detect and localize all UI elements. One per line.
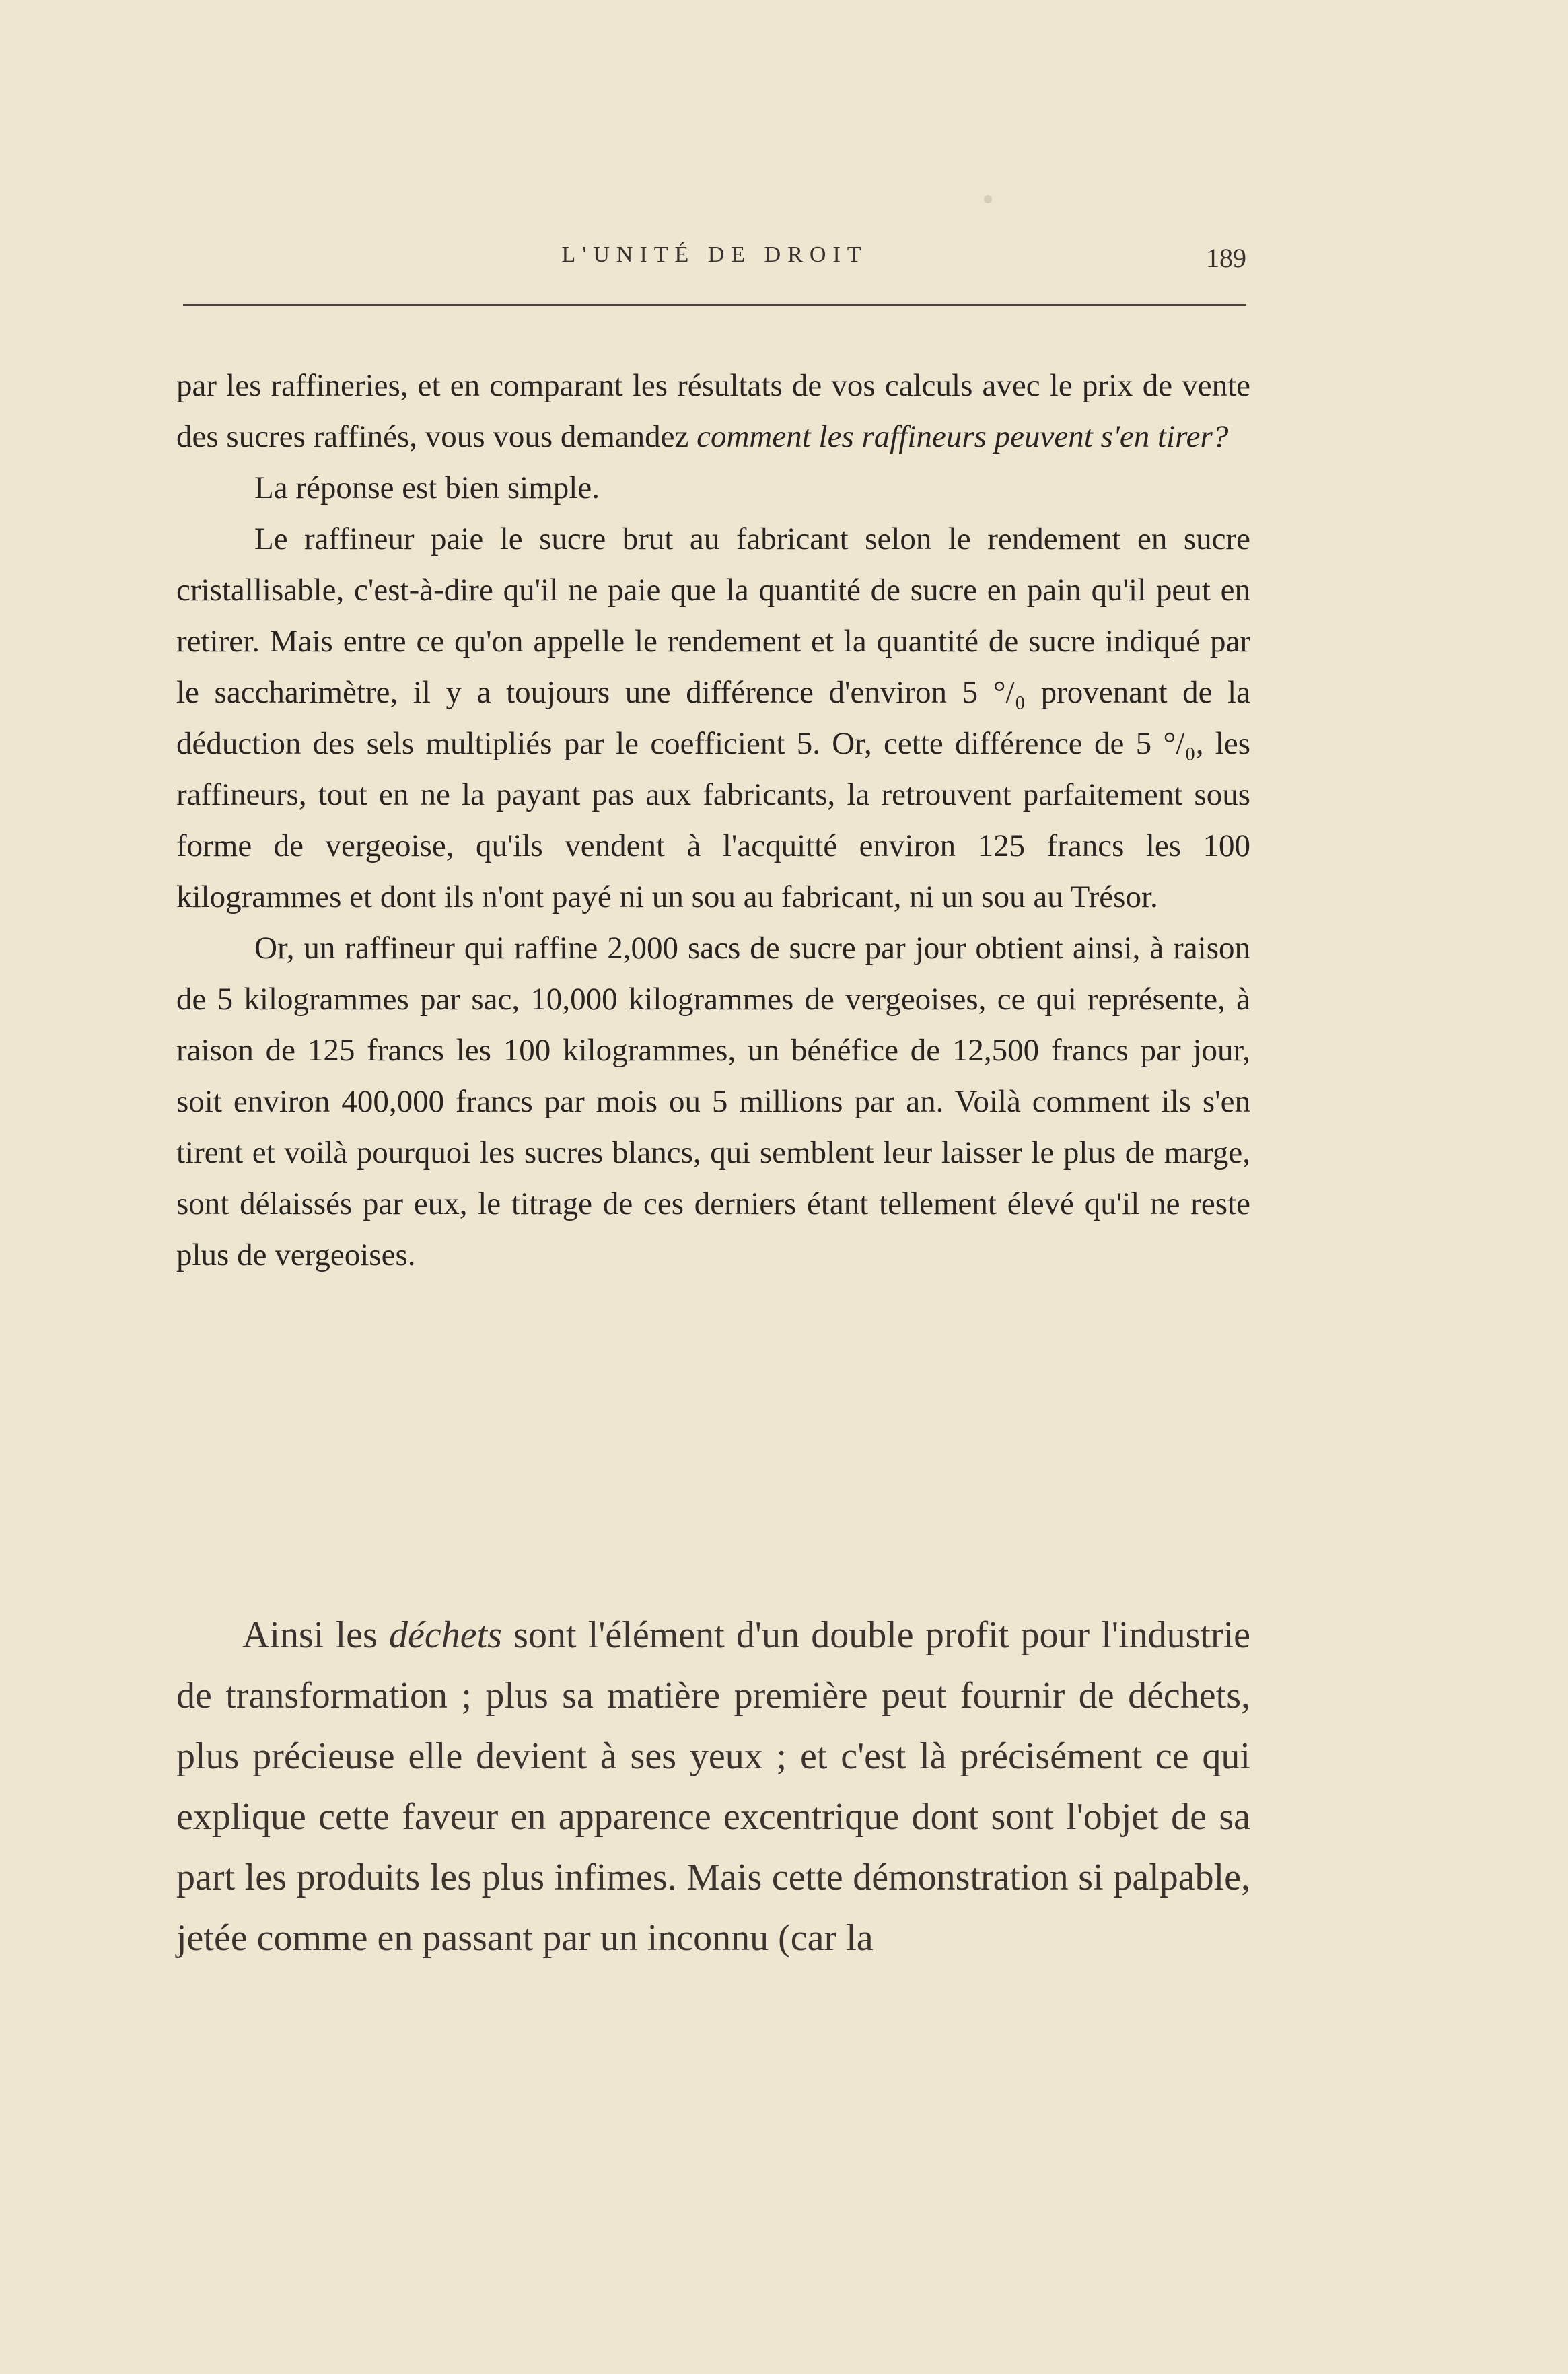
note-p1-italic: comment les raffineurs peuvent s'en tirer? <box>697 419 1229 454</box>
page-header <box>183 242 1246 283</box>
main-italic: déchets <box>389 1614 502 1656</box>
main-text-a: Ainsi les <box>242 1614 390 1656</box>
running-title: L'UNITÉ DE DROIT <box>561 242 868 267</box>
footnote-block <box>176 360 1250 1281</box>
header-rule <box>183 304 1246 306</box>
page-number: 189 <box>1206 243 1246 273</box>
note-p1-text: par les raffineries, et en comparant les résultats de vos calculs avec le prix de vente des sucres raffinés, vous vous demandez <box>176 368 1250 454</box>
main-text-b: sont l'élément d'un double profit pour l'industrie de transformation ; plus sa matière première peut fournir de déchets, plus précieuse elle devient à ses yeux ; et c'est là précisément ce qui explique cette faveur en apparence excentrique dont sont l'objet de sa part les produits les plus infimes. Mais cette démonstration si palpable, jetée comme en passant par un inconnu (car la <box>176 1614 1250 1959</box>
note-paragraph-3: Le raffineur paie le sucre brut au fabricant selon le rendement en sucre cristallisable, c'est-à-dire qu'il ne paie que la quantité de sucre en pain qu'il peut en retirer. Mais entre ce qu'on appelle le rendement et la quantité de sucre indiqué par le saccharimètre, il y a toujours une différence d'environ 5 °/₀ provenant de la déduction des sels multipliés par le coefficient 5. Or, cette différence de 5 °/₀, les raffineurs, tout en ne la payant pas aux fabricants, la retrouvent parfaitement sous forme de vergeoise, qu'ils vendent à l'acquitté environ 125 francs les 100 kilogrammes et dont ils n'ont payé ni un sou au fabricant, ni un sou au Trésor. <box>176 521 1250 914</box>
main-text <box>176 1605 1250 1968</box>
main-paragraph <box>176 1605 1250 1968</box>
note-paragraph-4: Or, un raffineur qui raffine 2,000 sacs de sucre par jour obtient ainsi, à raison de 5 kilogrammes par sac, 10,000 kilogrammes de vergeoises, ce qui représente, à raison de 125 francs les 100 kilogrammes, un bénéfice de 12,500 francs par jour, soit environ 400,000 francs par mois ou 5 millions par an. Voilà comment ils s'en tirent et voilà pourquoi les sucres blancs, qui semblent leur laisser le plus de marge, sont délaissés par eux, le titrage de ces derniers étant tellement élevé qu'il ne reste plus de vergeoises. <box>176 931 1250 1272</box>
ink-speck <box>984 195 992 203</box>
note-paragraph-2: La réponse est bien simple. <box>254 470 600 505</box>
note-paragraph-1 <box>176 360 1250 462</box>
